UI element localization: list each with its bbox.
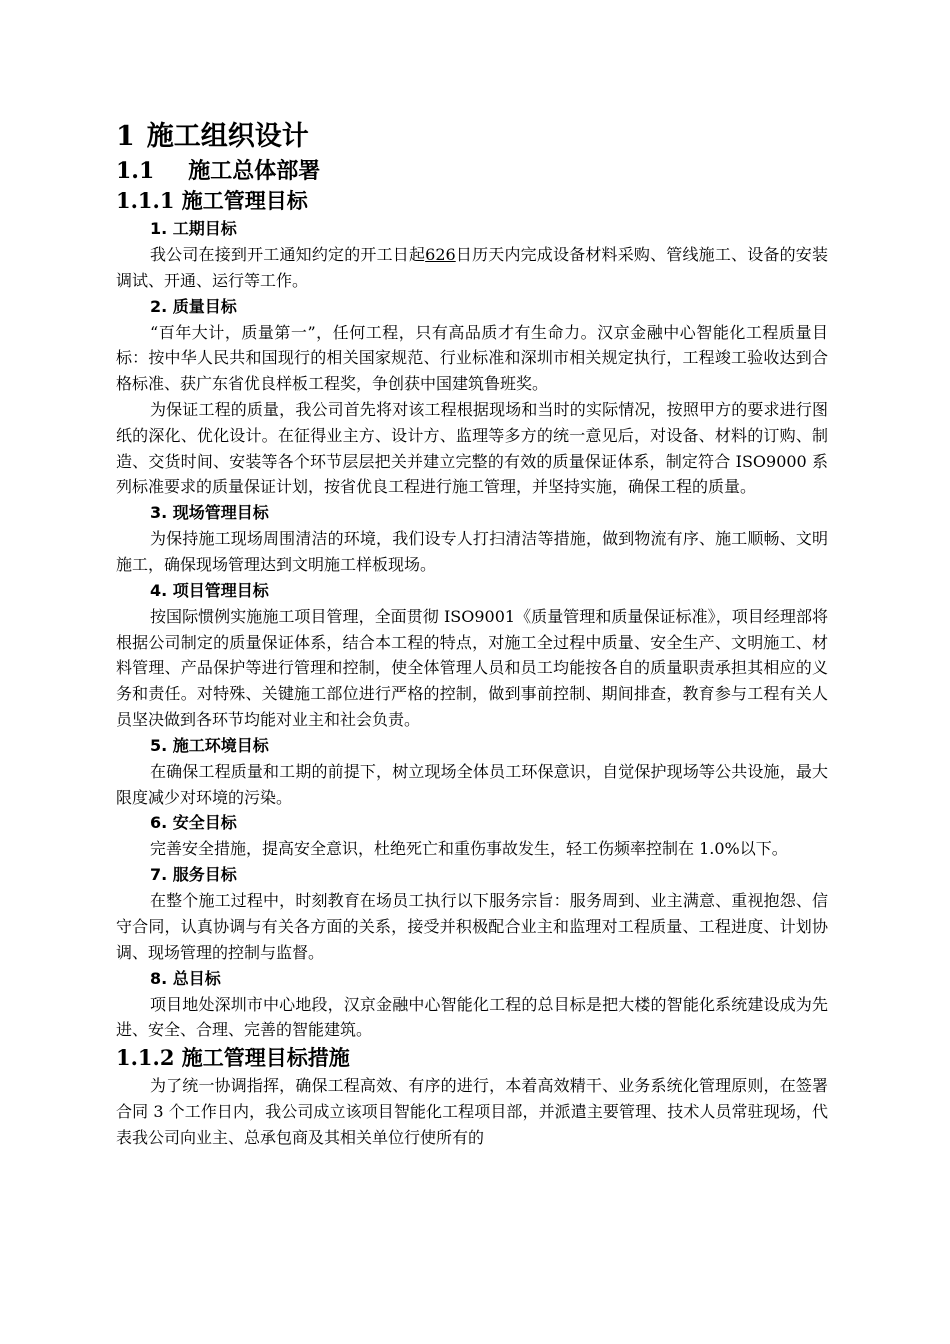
section-number: 1.1 xyxy=(116,158,155,184)
paragraph-service: 在整个施工过程中，时刻教育在场员工执行以下服务宗旨：服务周到、业主满意、重视抱怨、信守合同，认真协调与有关各方面的关系，接受并积极配合业主和监理对工程质量、工程进度、计划协调、现场管理的控制与监督。 xyxy=(116,891,828,962)
chapter-title: 施工组织设计 xyxy=(146,121,309,152)
paragraph-quality-1: “百年大计，质量第一”，任何工程，只有高品质才有生命力。汉京金融中心智能化工程质量目标：按中华人民共和国现行的相关国家规范、行业标准和深圳市相关规定执行，工程竣工验收达到合格标准、获广东省优良样板工程奖，争创获中国建筑鲁班奖。 xyxy=(116,322,828,394)
chapter-heading xyxy=(116,118,828,156)
paragraph-safety: 完善安全措施，提高安全意识，杜绝死亡和重伤事故发生，轻工伤频率控制在 1.0%以下。 xyxy=(150,839,788,859)
goal-heading-site: 3. 现场管理目标 xyxy=(150,503,269,523)
paragraph-overall: 项目地处深圳市中心地段，汉京金融中心智能化工程的总目标是把大楼的智能化系统建设成为先进、安全、合理、完善的智能建筑。 xyxy=(116,994,828,1040)
goal-heading-quality: 2. 质量目标 xyxy=(150,296,237,316)
goal-heading-environment: 5. 施工环境目标 xyxy=(150,735,269,755)
subsection-heading-1-1-1: 1.1.1 施工管理目标 xyxy=(116,188,308,213)
paragraph-quality-2: 为保证工程的质量，我公司首先将对该工程根据现场和当时的实际情况，按照甲方的要求进行图纸的深化、优化设计。在征得业主方、设计方、监理等多方的统一意见后，对设备、材料的订购、制造、交货时间、安装等各个环节层层把关并建立完整的有效的质量保证体系，制定符合 ISO9000 系列标准要求的质量保证计划，按省优良工程进行施工管理，并坚持实施，确保工程的质量。 xyxy=(116,399,828,497)
paragraph-project: 按国际惯例实施施工项目管理，全面贯彻 ISO9001《质量管理和质量保证标准》，项目经理部将根据公司制定的质量保证体系，结合本工程的特点，对施工全过程中质量、安全生产、文明施工、材料管理、产品保护等进行管理和控制，使全体管理人员和员工均能按各自的质量职责承担其相应的义务和责任。对特殊、关键施工部位进行严格的控制，做到事前控制、期间排查，教育参与工程有关人员坚决做到各环节均能对业主和社会负责。 xyxy=(116,606,828,729)
goal-heading-safety: 6. 安全目标 xyxy=(150,813,237,833)
chapter-number: 1 xyxy=(116,121,135,152)
paragraph-schedule xyxy=(116,242,828,294)
paragraph-site: 为保持施工现场周围清洁的环境，我们设专人打扫清洁等措施，做到物流有序、施工顺畅、文明施工，确保现场管理达到文明施工样板现场。 xyxy=(116,529,828,574)
document-page xyxy=(116,112,828,1151)
section-heading xyxy=(116,156,828,186)
section-title: 施工总体部署 xyxy=(188,158,321,184)
subsection-heading-1-1-2: 1.1.2 施工管理目标措施 xyxy=(116,1045,350,1071)
paragraph-schedule-post: 日历天内完成设备材料采购、管线施工、设备的安装调试、开通、运行等工作。 xyxy=(116,245,828,290)
goal-heading-overall: 8. 总目标 xyxy=(150,968,221,988)
goal-heading-schedule: 1. 工期目标 xyxy=(150,219,237,238)
paragraph-environment: 在确保工程质量和工期的前提下，树立现场全体员工环保意识，自觉保护现场等公共设施，最大限度减少对环境的污染。 xyxy=(116,761,828,807)
schedule-days: 626 xyxy=(425,245,456,264)
goal-heading-project: 4. 项目管理目标 xyxy=(150,580,269,600)
paragraph-measures: 为了统一协调指挥，确保工程高效、有序的进行，本着高效精干、业务系统化管理原则，在签署合同 3 个工作日内，我公司成立该项目智能化工程项目部，并派遣主要管理、技术人员常驻现场，代表我公司向业主、总承包商及其相关单位行使所有的 xyxy=(116,1076,828,1147)
paragraph-schedule-pre: 我公司在接到开工通知约定的开工日起 xyxy=(150,245,426,264)
goal-heading-service: 7. 服务目标 xyxy=(150,865,237,885)
